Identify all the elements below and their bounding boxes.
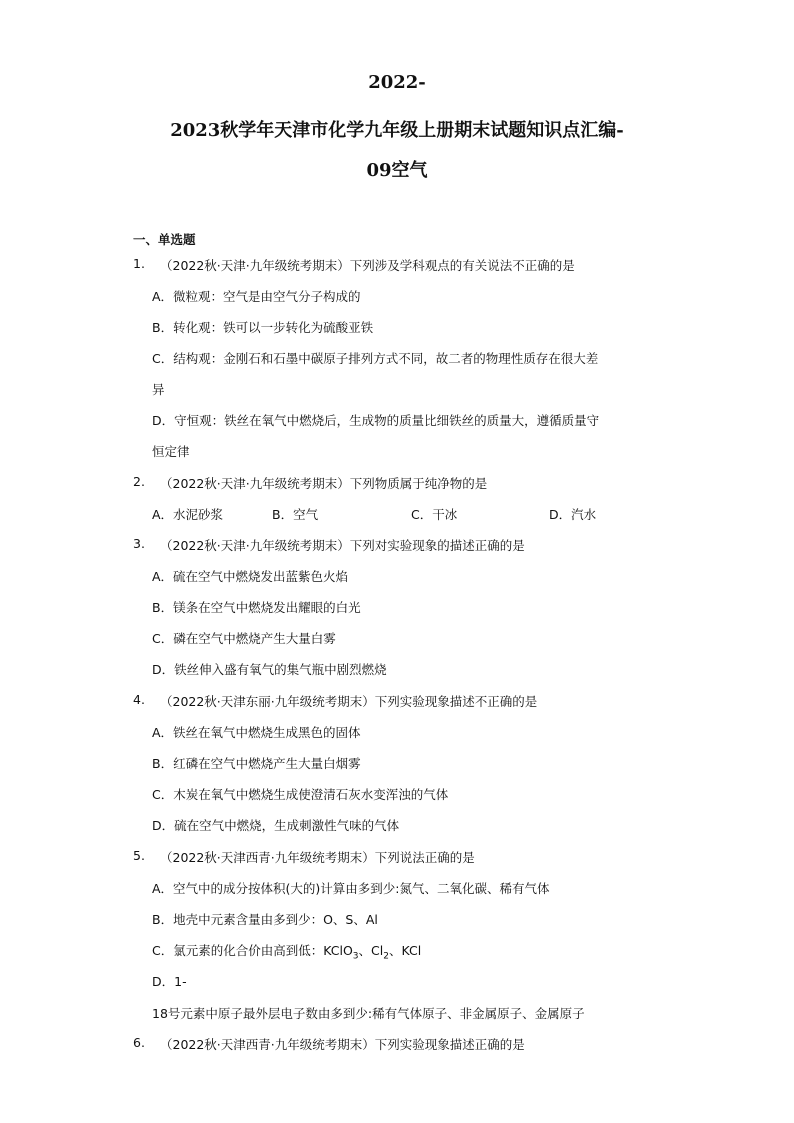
question-number: 2. (133, 474, 145, 489)
question-stem: （2022秋·天津·九年级统考期末）下列物质属于纯净物的是 (160, 476, 488, 491)
option-2b: B．空气 (272, 507, 319, 522)
option-5c (152, 941, 421, 962)
option-5d: D．1- (152, 974, 187, 989)
option-3b: B．镁条在空气中燃烧发出耀眼的白光 (152, 600, 361, 615)
option-3a: A．硫在空气中燃烧发出蓝紫色火焰 (152, 569, 349, 584)
option-5a: A．空气中的成分按体积(大的)计算由多到少:氮气、二氧化碳、稀有气体 (152, 881, 550, 896)
option-1c-cont: 异 (152, 382, 165, 397)
option-2a: A．水泥砂浆 (152, 507, 224, 522)
option-1d: D．守恒观：铁丝在氧气中燃烧后，生成物的质量比细铁丝的质量大，遵循质量守 (152, 413, 600, 428)
option-5c-text: C．氯元素的化合价由高到低： (152, 943, 324, 958)
option-5b: B．地壳中元素含量由多到少：O、S、Al (152, 912, 378, 927)
option-4c: C．木炭在氧气中燃烧生成使澄清石灰水变浑浊的气体 (152, 787, 449, 802)
question-stem: （2022秋·天津西青·九年级统考期末）下列实验现象描述正确的是 (160, 1037, 525, 1052)
question-number: 5. (133, 848, 145, 863)
option-4d: D．硫在空气中燃烧，生成刺激性气味的气体 (152, 818, 400, 833)
question-number: 3. (133, 536, 145, 551)
option-3c: C．磷在空气中燃烧产生大量白雾 (152, 631, 336, 646)
option-2c: C．干冰 (411, 507, 458, 522)
option-1b: B．转化观：铁可以一步转化为硫酸亚铁 (152, 320, 374, 335)
question-number: 6. (133, 1035, 145, 1050)
option-4a: A．铁丝在氧气中燃烧生成黑色的固体 (152, 725, 361, 740)
option-3d: D．铁丝伸入盛有氧气的集气瓶中剧烈燃烧 (152, 662, 387, 677)
title-line-3: 09空气 (366, 160, 428, 181)
question-stem: （2022秋·天津东丽·九年级统考期末）下列实验现象描述不正确的是 (160, 694, 538, 709)
question-stem: （2022秋·天津·九年级统考期末）下列涉及学科观点的有关说法不正确的是 (160, 258, 575, 273)
title-line-2: 2023秋学年天津市化学九年级上册期末试题知识点汇编- (170, 120, 624, 141)
option-1d-cont: 恒定律 (152, 444, 190, 459)
option-1a: A．微粒观：空气是由空气分子构成的 (152, 289, 361, 304)
option-5d-cont: 18号元素中原子最外层电子数由多到少:稀有气体原子、非金属原子、金属原子 (152, 1006, 585, 1021)
option-1c: C．结构观：金刚石和石墨中碳原子排列方式不同，故二者的物理性质存在很大差 (152, 351, 599, 366)
section-heading: 一、单选题 (133, 232, 196, 247)
formula-kclo3: KClO$_3$、$Cl_2$、KCl (323, 943, 422, 962)
title-line-1: 2022- (368, 72, 426, 93)
question-stem: （2022秋·天津·九年级统考期末）下列对实验现象的描述正确的是 (160, 538, 525, 553)
option-4b: B．红磷在空气中燃烧产生大量白烟雾 (152, 756, 361, 771)
question-stem: （2022秋·天津西青·九年级统考期末）下列说法正确的是 (160, 850, 475, 865)
question-number: 1. (133, 256, 145, 271)
option-2d: D．汽水 (549, 507, 597, 522)
question-number: 4. (133, 692, 145, 707)
